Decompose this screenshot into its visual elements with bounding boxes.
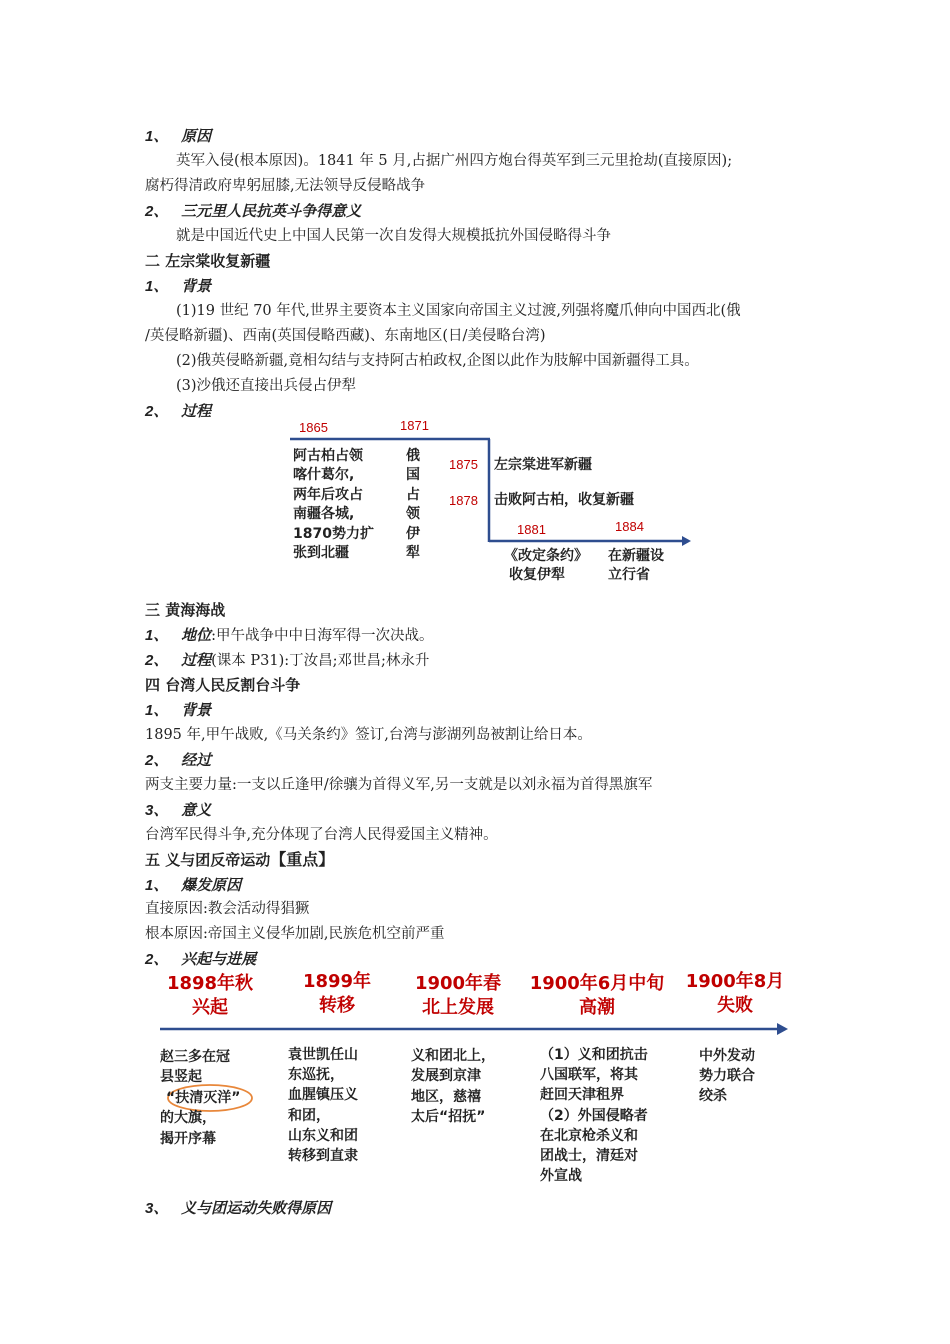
item-number: 2、 — [145, 951, 169, 968]
content-line: 东巡抚， — [288, 1067, 344, 1084]
s5-item1 — [145, 875, 241, 896]
stage-date: 1898年秋 — [166, 973, 254, 994]
event-line: 俄 — [406, 448, 420, 464]
event-line: 占 — [406, 486, 420, 503]
content-line: 在北京枪杀义和 — [540, 1127, 638, 1144]
event-1875: 左宗棠进军新疆 — [494, 457, 592, 473]
event-line: 领 — [406, 506, 420, 523]
content-line: 和团， — [288, 1107, 330, 1124]
content-line: 山东义和团 — [288, 1127, 358, 1144]
event-line: 《改定条约》 — [504, 548, 588, 564]
s3-item2 — [145, 650, 429, 671]
year-1871: 1871 — [400, 418, 429, 433]
s2-item1 — [145, 276, 211, 297]
paragraph: 1895 年,甲午战败,《马关条约》签订,台湾与澎湖列岛被割让给日本。 — [145, 727, 592, 743]
paragraph: 台湾军民得斗争,充分体现了台湾人民得爱国主义精神。 — [145, 827, 498, 843]
item-title: 过程 — [181, 651, 212, 669]
stage-label: 转移 — [319, 995, 355, 1016]
item-title: 过程 — [181, 402, 212, 420]
s5-item2 — [145, 949, 256, 970]
item-text: :甲午战争中中日海军得一次决战。 — [211, 628, 434, 644]
item-title: 三元里人民抗英斗争得意义 — [181, 202, 362, 220]
content-line: 血腥镇压义 — [288, 1087, 358, 1104]
stage-date: 1900年6月中旬 — [529, 973, 665, 994]
content-line: 外宣战 — [540, 1168, 582, 1185]
s4-item1 — [145, 700, 211, 721]
paragraph: 根本原因:帝国主义侵华加剧,民族危机空前严重 — [145, 926, 445, 942]
content-line: 发展到京津 — [411, 1068, 481, 1085]
paragraph: 直接原因:教会活动得猖獗 — [145, 901, 310, 917]
content-line: 县竖起 — [160, 1069, 202, 1086]
paragraph: (2)俄英侵略新疆,竟相勾结与支持阿古柏政权,企图以此作为肢解中国新疆得工具。 — [176, 353, 699, 369]
event-1878: 击败阿古柏，收复新疆 — [494, 492, 634, 508]
event-line: 张到北疆 — [293, 545, 349, 562]
event-line: 国 — [406, 467, 420, 484]
year-1881: 1881 — [517, 522, 546, 537]
stage-content-2 — [288, 1045, 358, 1166]
s3-item1 — [145, 625, 434, 646]
stage-label: 高潮 — [579, 997, 615, 1018]
item-number: 1、 — [145, 627, 169, 644]
item-number: 1、 — [145, 128, 169, 145]
year-1875: 1875 — [449, 457, 478, 472]
event-line: 喀什葛尔, — [293, 467, 355, 484]
s2-item2 — [145, 401, 211, 422]
paragraph: 就是中国近代史上中国人民第一次自发得大规模抵抗外国侵略得斗争 — [176, 228, 611, 244]
item-text: (课本 P31):丁汝昌;邓世昌;林永升 — [211, 653, 430, 669]
item-title: 背景 — [181, 277, 212, 295]
stage-date: 1899年 — [302, 971, 372, 992]
content-line: 袁世凯任山 — [288, 1047, 358, 1063]
content-line: 揭开序幕 — [160, 1130, 216, 1147]
stage-content-1 — [160, 1047, 240, 1149]
paragraph: /英侵略新疆)、西南(英国侵略西藏)、东南地区(日/美侵略台湾) — [145, 328, 546, 344]
event-line: 阿古柏占领 — [293, 448, 363, 464]
stage-heading-1 — [155, 972, 265, 1020]
content-line: 的大旗， — [160, 1110, 216, 1127]
stage-label: 兴起 — [192, 997, 228, 1018]
year-1878: 1878 — [449, 493, 478, 508]
s1-item1 — [145, 126, 211, 147]
stage-heading-3 — [403, 972, 513, 1020]
stage-date: 1900年春 — [414, 973, 502, 994]
item-number: 1、 — [145, 877, 169, 894]
item-number: 2、 — [145, 403, 169, 420]
paragraph: (1)19 世纪 70 年代,世界主要资本主义国家向帝国主义过渡,列强将魔爪伸向中国西北(俄 — [176, 303, 741, 319]
section-heading — [145, 850, 334, 870]
stage-heading-5 — [682, 970, 788, 1018]
event-line: 收复伊犁 — [509, 567, 565, 584]
content-line: 八国联军，将其 — [540, 1067, 638, 1084]
item-number: 2、 — [145, 203, 169, 220]
item-title: 经过 — [181, 751, 212, 769]
event-line: 伊 — [406, 525, 420, 542]
content-line: 赵三多在冠 — [160, 1049, 230, 1065]
item-title: 义与团运动失败得原因 — [181, 1199, 332, 1217]
item-number: 1、 — [145, 278, 169, 295]
paragraph: (3)沙俄还直接出兵侵占伊犁 — [176, 378, 357, 394]
xinjiang-process-diagram — [285, 415, 705, 595]
paragraph: 英军入侵(根本原因)。1841 年 5 月,占据广州四方炮台得英军到三元里抢劫(直接原因); — [176, 153, 733, 169]
s5-item3 — [145, 1198, 331, 1219]
event-line: 1870势力扩 — [293, 525, 374, 542]
stage-heading-4 — [523, 972, 671, 1020]
content-line: 地区，慈禧 — [411, 1088, 481, 1105]
event-1881 — [504, 547, 588, 586]
stage-date: 1900年8月 — [685, 971, 785, 992]
item-number: 3、 — [145, 802, 169, 819]
event-1884 — [608, 547, 664, 586]
paragraph: 腐朽得清政府卑躬屈膝,无法领导反侵略战争 — [145, 178, 426, 194]
content-line: 太后“招抚” — [411, 1109, 486, 1126]
content-line: 势力联合 — [699, 1068, 755, 1085]
event-line: 犁 — [406, 545, 420, 562]
timeline-arrowhead — [682, 536, 691, 546]
year-1884: 1884 — [615, 519, 644, 534]
content-line: 团战士，清廷对 — [540, 1148, 638, 1165]
item-number: 1、 — [145, 702, 169, 719]
paragraph: 两支主要力量:一支以丘逢甲/徐骧为首得义军,另一支就是以刘永福为首得黑旗军 — [145, 777, 653, 793]
event-1871 — [406, 447, 420, 563]
stage-label: 失败 — [717, 995, 753, 1016]
content-line: （2）外国侵略者 — [540, 1107, 648, 1124]
event-line: 南疆各城, — [293, 506, 355, 523]
stage-heading-2 — [287, 970, 387, 1018]
event-line: 两年后攻占 — [293, 486, 363, 503]
event-line: 在新疆设 — [608, 548, 664, 564]
item-title: 地位 — [181, 626, 212, 644]
section-heading-text: 五 义与团反帝运动 — [145, 851, 271, 869]
stage-content-3 — [411, 1046, 495, 1128]
stage-content-4 — [540, 1045, 648, 1186]
section-heading: 二 左宗棠收复新疆 — [145, 252, 271, 270]
item-title: 意义 — [181, 801, 212, 819]
content-line: 中外发动 — [699, 1048, 755, 1064]
content-line: 义和团北上， — [411, 1048, 495, 1064]
stage-label: 北上发展 — [422, 997, 494, 1018]
item-number: 2、 — [145, 652, 169, 669]
content-line: 转移到直隶 — [288, 1148, 358, 1165]
s4-item2 — [145, 750, 211, 771]
item-number: 3、 — [145, 1200, 169, 1217]
year-1865: 1865 — [299, 420, 328, 435]
event-line: 立行省 — [608, 567, 650, 584]
event-1865 — [293, 447, 374, 563]
content-line: 赶回天津租界 — [540, 1087, 624, 1104]
item-number: 2、 — [145, 752, 169, 769]
section-heading: 四 台湾人民反割台斗争 — [145, 676, 301, 694]
s4-item3 — [145, 800, 211, 821]
content-line: 绞杀 — [699, 1088, 727, 1105]
stage-content-5 — [699, 1046, 755, 1107]
item-title: 爆发原因 — [181, 876, 242, 894]
timeline-arrowhead — [777, 1023, 788, 1035]
s1-item2 — [145, 201, 361, 222]
content-line: “扶清灭洋” — [166, 1089, 241, 1106]
item-title: 原因 — [181, 127, 212, 145]
section-heading: 三 黄海海战 — [145, 601, 226, 619]
content-line: （1）义和团抗击 — [540, 1047, 648, 1063]
item-title: 兴起与进展 — [181, 950, 257, 968]
section-heading-mark: 【重点】 — [270, 850, 335, 869]
item-title: 背景 — [181, 701, 212, 719]
boxer-timeline — [150, 968, 800, 1193]
